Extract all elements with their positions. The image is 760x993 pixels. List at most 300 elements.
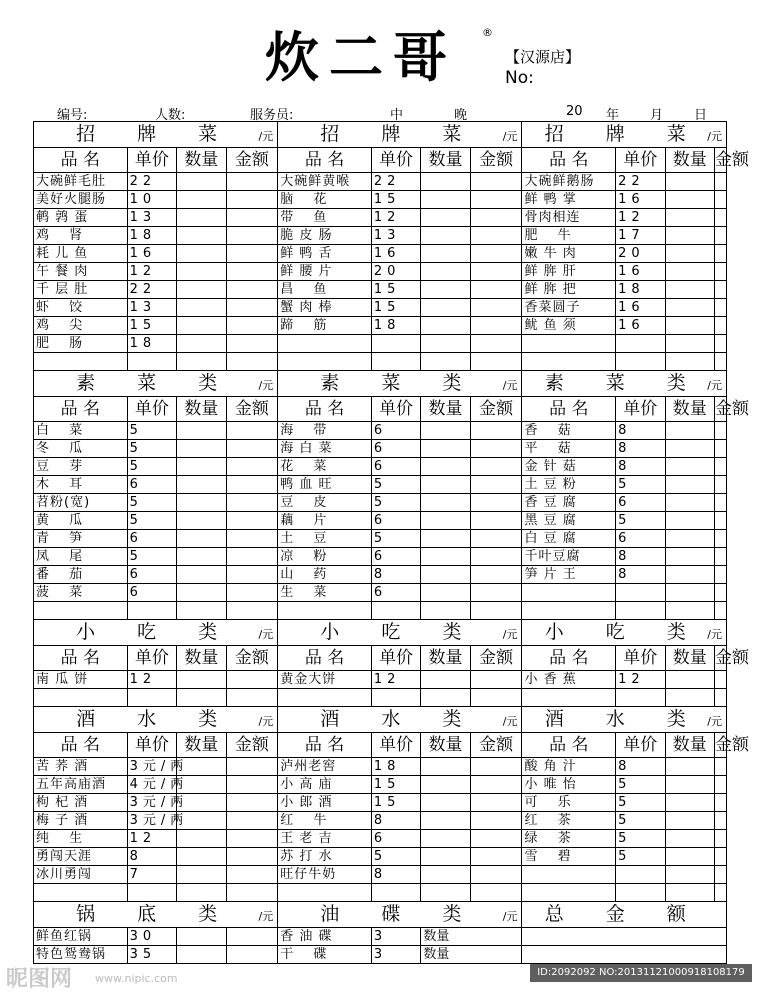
item-quantity[interactable] [177,494,226,512]
item-price: 20 [371,263,420,281]
item-amount [715,566,727,584]
item-name: 苏 打 水 [278,848,372,866]
column-header: 数量 [421,397,470,422]
item-quantity[interactable] [177,263,226,281]
item-quantity[interactable] [177,602,226,620]
section-title-row [34,902,727,928]
item-price: 15 [371,281,420,299]
item-quantity[interactable] [665,299,714,317]
item-amount [470,830,522,848]
oil-dish-name: 香 油 碟 [278,928,372,946]
unit-label: /元 [258,628,274,641]
item-amount [715,317,727,335]
item-amount [715,353,727,371]
branch-name: 【汉源店】 [505,48,581,66]
item-quantity[interactable] [665,335,714,353]
item-price: 20 [616,245,665,263]
item-amount [715,758,727,776]
year-label: 年 [606,108,620,123]
month-label: 月 [650,108,664,123]
section-title: 酒 水 类 /元 [34,707,278,733]
noon-label: 中 [390,108,404,123]
oil-dish-price: 3 [371,928,420,946]
column-header: 单价 [371,646,420,671]
item-amount [715,191,727,209]
item-amount [470,866,522,884]
item-amount [226,928,278,946]
item-amount [226,494,278,512]
item-quantity[interactable] [421,548,470,566]
section-title: 素 菜 类 /元 [522,371,727,397]
column-header: 金额 [226,733,278,758]
column-header: 金额 [470,733,522,758]
column-header: 品 名 [34,148,128,173]
item-quantity[interactable] [665,758,714,776]
item-amount [715,245,727,263]
item-quantity[interactable] [177,245,226,263]
oil-dish-price: 3 [371,946,420,964]
item-price [127,689,176,707]
item-quantity[interactable] [665,458,714,476]
item-amount [715,299,727,317]
item-quantity[interactable] [421,530,470,548]
column-header: 单价 [127,646,176,671]
item-name: 蹄 筋 [278,317,372,335]
item-quantity[interactable] [177,440,226,458]
item-amount [470,812,522,830]
item-quantity[interactable] [665,548,714,566]
people-label: 人数: [155,108,186,123]
item-name: 肥 牛 [522,227,616,245]
item-quantity[interactable] [421,440,470,458]
item-quantity[interactable] [421,512,470,530]
item-amount [470,689,522,707]
column-header-row [34,646,727,671]
item-amount [226,476,278,494]
item-amount [226,548,278,566]
watermark-url: www.nipic.com [95,972,178,985]
item-quantity[interactable] [665,812,714,830]
unit-label: /元 [502,130,518,143]
column-header: 数量 [177,148,226,173]
item-amount [226,602,278,620]
item-quantity[interactable] [421,866,470,884]
item-price: 6 [371,512,420,530]
item-quantity[interactable] [665,494,714,512]
item-name: 黄金大饼 [278,671,372,689]
column-header-row [34,733,727,758]
item-amount [470,227,522,245]
item-quantity[interactable] [421,758,470,776]
item-quantity[interactable] [177,353,226,371]
item-quantity[interactable] [421,299,470,317]
item-amount [715,281,727,299]
item-amount [226,353,278,371]
item-quantity[interactable] [665,830,714,848]
unit-label: /元 [707,130,722,143]
menu-grid [33,121,750,993]
item-quantity[interactable] [665,566,714,584]
hotpot-name: 鲜鱼红锅 [34,928,128,946]
watermark-id: ID:2092092 NO:20131121000918108179 [530,964,752,982]
section-title: 招 牌 菜 /元 [278,122,522,148]
item-quantity[interactable] [665,353,714,371]
item-quantity[interactable] [421,794,470,812]
item-quantity[interactable] [665,422,714,440]
item-quantity[interactable] [665,884,714,902]
item-price: 3元/两 [127,758,176,776]
item-quantity[interactable] [665,602,714,620]
item-amount [226,689,278,707]
item-quantity[interactable] [177,530,226,548]
item-price: 8 [616,758,665,776]
item-quantity[interactable] [665,281,714,299]
item-quantity[interactable] [665,263,714,281]
item-price: 16 [371,245,420,263]
item-name: 大碗鲜毛肚 [34,173,128,191]
column-header: 品 名 [34,397,128,422]
item-name [522,584,616,602]
item-quantity[interactable] [177,209,226,227]
item-quantity[interactable] [421,776,470,794]
item-name [522,335,616,353]
item-name: 脆 皮 肠 [278,227,372,245]
section-title-row [34,122,727,148]
section-title: 招 牌 菜 /元 [522,122,727,148]
item-amount [226,866,278,884]
item-quantity[interactable] [421,353,470,371]
item-price: 22 [616,173,665,191]
item-price: 18 [371,758,420,776]
item-amount [715,812,727,830]
item-quantity[interactable] [177,317,226,335]
item-quantity[interactable] [665,671,714,689]
item-quantity[interactable] [665,209,714,227]
item-name: 五年高庙酒 [34,776,128,794]
item-price [127,602,176,620]
item-quantity[interactable] [421,317,470,335]
item-price: 5 [616,512,665,530]
item-quantity[interactable] [421,281,470,299]
item-name: 王 老 吉 [278,830,372,848]
item-price: 15 [371,776,420,794]
item-price: 6 [127,566,176,584]
item-amount [226,209,278,227]
item-quantity[interactable] [665,227,714,245]
item-price: 8 [616,440,665,458]
item-name: 藕 片 [278,512,372,530]
unit-label: /元 [258,715,274,728]
item-quantity[interactable] [421,245,470,263]
item-name [278,884,372,902]
item-price [127,884,176,902]
section-title: 油 碟 类 /元 [278,902,522,928]
item-quantity[interactable] [665,476,714,494]
column-header: 金额 [470,148,522,173]
item-price: 6 [616,530,665,548]
column-header: 品 名 [522,148,616,173]
item-amount [226,848,278,866]
item-amount [470,566,522,584]
item-name: 海 白 菜 [278,440,372,458]
item-name: 绿 茶 [522,830,616,848]
item-amount [715,530,727,548]
item-amount [226,512,278,530]
item-name: 香菜圆子 [522,299,616,317]
item-price: 18 [127,227,176,245]
column-header: 单价 [371,148,420,173]
item-price: 22 [371,173,420,191]
item-quantity[interactable] [665,173,714,191]
item-quantity[interactable] [177,227,226,245]
item-price: 5 [616,776,665,794]
section-title: 素 菜 类 /元 [278,371,522,397]
item-quantity[interactable] [421,263,470,281]
item-price [371,602,420,620]
item-name: 鸭 血 旺 [278,476,372,494]
item-price: 3元/两 [127,794,176,812]
column-header: 品 名 [278,646,372,671]
item-price: 12 [127,830,176,848]
item-amount [226,884,278,902]
item-quantity[interactable] [421,812,470,830]
item-amount [470,476,522,494]
item-amount [715,335,727,353]
item-quantity[interactable] [665,866,714,884]
item-price: 15 [371,191,420,209]
item-quantity[interactable] [421,335,470,353]
column-header: 品 名 [278,397,372,422]
item-quantity[interactable] [665,848,714,866]
item-quantity[interactable] [665,689,714,707]
column-header: 单价 [371,397,420,422]
oil-dish-name: 干 碟 [278,946,372,964]
item-quantity[interactable] [177,689,226,707]
item-quantity[interactable] [665,530,714,548]
item-name: 青 笋 [34,530,128,548]
item-name: 鲜 脌 把 [522,281,616,299]
item-price: 10 [127,191,176,209]
item-quantity[interactable] [177,566,226,584]
watermark-logo: 昵图网 [6,967,73,992]
menu-item-row [34,353,727,371]
item-name: 梅 子 酒 [34,812,128,830]
menu-item-row [34,512,727,530]
item-quantity[interactable] [421,422,470,440]
item-price: 5 [371,494,420,512]
item-quantity[interactable] [421,848,470,866]
total-amount-cell[interactable] [522,928,727,946]
item-name: 黄 瓜 [34,512,128,530]
item-quantity[interactable] [421,671,470,689]
item-price: 13 [127,299,176,317]
item-name: 番 茄 [34,566,128,584]
item-name: 千叶豆腐 [522,548,616,566]
item-price: 8 [616,548,665,566]
item-quantity[interactable] [665,512,714,530]
item-price [371,335,420,353]
item-price: 8 [616,566,665,584]
item-quantity[interactable] [421,476,470,494]
menu-item-row [34,476,727,494]
item-quantity[interactable] [421,584,470,602]
item-amount [715,173,727,191]
item-price [127,353,176,371]
item-quantity[interactable] [177,671,226,689]
item-amount [226,830,278,848]
item-price: 6 [371,584,420,602]
section-title: 小 吃 类 /元 [34,620,278,646]
item-amount [470,317,522,335]
item-quantity[interactable] [177,335,226,353]
column-header: 单价 [616,733,665,758]
column-header: 单价 [616,646,665,671]
column-header: 金额 [715,646,727,671]
item-name: 香 豆 腐 [522,494,616,512]
item-name: 白 菜 [34,422,128,440]
item-quantity[interactable] [665,794,714,812]
item-name [34,602,128,620]
item-quantity[interactable] [421,227,470,245]
item-quantity[interactable] [421,566,470,584]
item-amount [715,689,727,707]
item-quantity [177,928,226,946]
item-amount [470,191,522,209]
item-amount [715,494,727,512]
item-quantity[interactable] [421,830,470,848]
item-amount [470,602,522,620]
item-quantity[interactable] [177,830,226,848]
column-header: 单价 [127,397,176,422]
item-name: 耗 儿 鱼 [34,245,128,263]
item-price: 16 [616,299,665,317]
item-quantity[interactable] [665,317,714,335]
item-quantity[interactable] [665,245,714,263]
column-header: 数量 [665,733,714,758]
item-quantity[interactable] [177,884,226,902]
unit-label: /元 [707,379,722,392]
item-amount [470,584,522,602]
item-name: 可 乐 [522,794,616,812]
item-price: 18 [127,335,176,353]
item-price: 5 [371,476,420,494]
item-price [616,335,665,353]
item-price: 16 [616,263,665,281]
column-header: 金额 [470,646,522,671]
item-amount [715,209,727,227]
column-header: 品 名 [522,646,616,671]
item-quantity[interactable] [421,173,470,191]
item-quantity[interactable] [421,689,470,707]
item-price [371,884,420,902]
item-name: 泸州老窖 [278,758,372,776]
item-quantity[interactable] [177,848,226,866]
section-title: 小 吃 类 /元 [522,620,727,646]
item-quantity[interactable] [177,299,226,317]
item-amount [715,830,727,848]
item-quantity[interactable] [177,191,226,209]
item-name [278,353,372,371]
item-name: 鲜 鸭 掌 [522,191,616,209]
item-quantity[interactable] [665,584,714,602]
item-quantity[interactable] [421,458,470,476]
item-name: 鱿 鱼 须 [522,317,616,335]
item-quantity[interactable] [665,440,714,458]
menu-item-row [34,422,727,440]
unit-label: /元 [502,379,518,392]
unit-label: /元 [258,379,274,392]
item-amount [226,335,278,353]
item-name: 豆 皮 [278,494,372,512]
item-amount [715,848,727,866]
menu-item-row [34,884,727,902]
item-price [616,353,665,371]
item-quantity[interactable] [177,173,226,191]
item-quantity[interactable] [421,494,470,512]
item-price: 5 [127,512,176,530]
item-quantity[interactable] [177,548,226,566]
item-amount [715,602,727,620]
item-amount [226,794,278,812]
item-quantity[interactable] [421,602,470,620]
item-quantity[interactable] [421,884,470,902]
menu-item-row [34,530,727,548]
item-name: 骨肉相连 [522,209,616,227]
item-name: 木 耳 [34,476,128,494]
column-header: 金额 [715,397,727,422]
column-header: 数量 [421,733,470,758]
item-name: 菠 菜 [34,584,128,602]
item-name: 脑 花 [278,191,372,209]
item-amount [470,209,522,227]
item-quantity[interactable] [421,191,470,209]
item-quantity[interactable] [177,476,226,494]
item-price [616,602,665,620]
item-quantity[interactable] [177,458,226,476]
item-quantity[interactable] [665,191,714,209]
column-header: 数量 [177,733,226,758]
item-name: 鸡 尖 [34,317,128,335]
unit-label: /元 [258,910,274,923]
item-amount [226,812,278,830]
menu-item-row [34,602,727,620]
section-title: 素 菜 类 /元 [34,371,278,397]
item-amount [226,299,278,317]
item-price: 6 [371,422,420,440]
item-price: 13 [371,227,420,245]
item-price: 12 [616,671,665,689]
menu-item-row [34,281,727,299]
item-price: 18 [371,317,420,335]
item-price [616,866,665,884]
item-quantity[interactable] [665,776,714,794]
item-amount [226,263,278,281]
item-price: 8 [371,566,420,584]
item-name: 鲜 鸭 舌 [278,245,372,263]
item-price: 5 [616,848,665,866]
item-price: 5 [616,794,665,812]
item-quantity[interactable] [177,584,226,602]
item-quantity[interactable] [177,512,226,530]
hotpot-price: 35 [127,946,176,964]
item-quantity[interactable] [177,281,226,299]
item-name [34,884,128,902]
item-quantity[interactable] [177,422,226,440]
item-name [522,884,616,902]
item-quantity[interactable] [421,209,470,227]
item-price: 6 [371,440,420,458]
item-quantity[interactable] [177,866,226,884]
